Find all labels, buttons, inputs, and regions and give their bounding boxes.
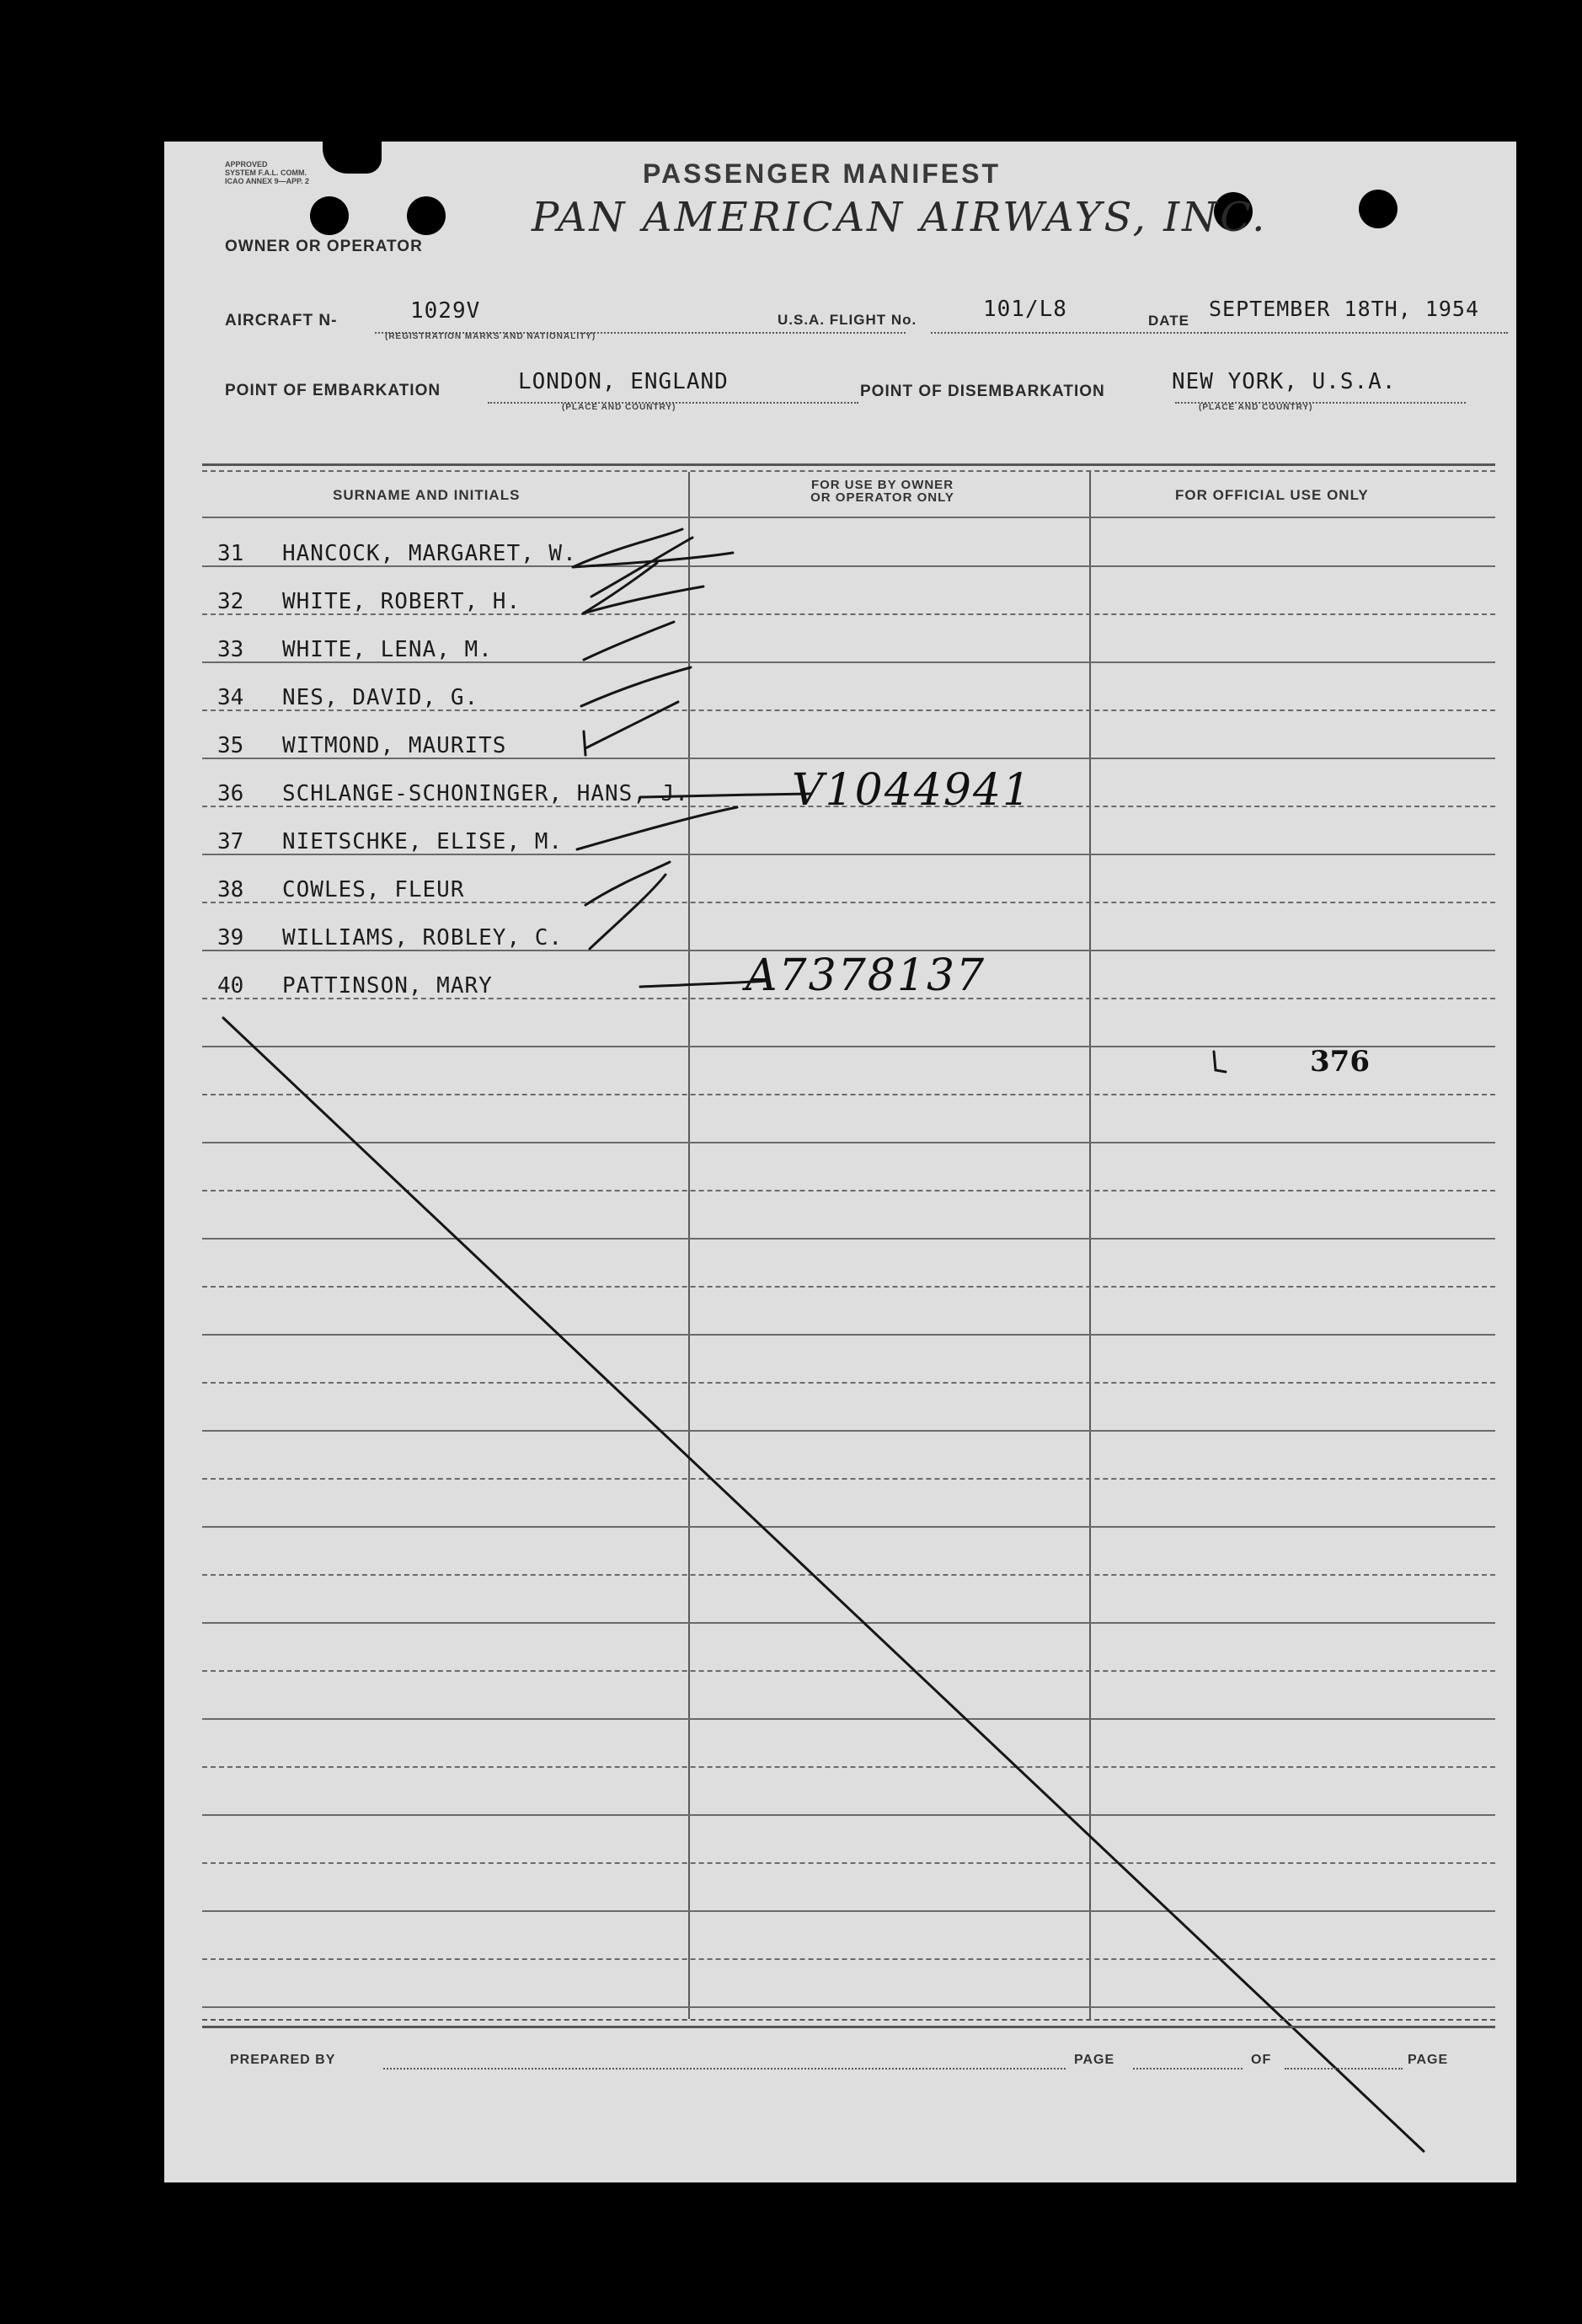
row-name: WILLIAMS, ROBLEY, C.	[282, 925, 564, 950]
approval-line-2: SYSTEM F.A.L. COMM.	[225, 169, 307, 177]
flight-label: U.S.A. FLIGHT No.	[778, 312, 917, 328]
embark-caption: (PLACE AND COUNTRY)	[562, 403, 676, 412]
footer-underline	[1285, 2068, 1403, 2070]
form-title: PASSENGER MANIFEST	[643, 158, 1001, 189]
row-name: WITMOND, MAURITS	[282, 733, 507, 758]
header-owner-line-1: FOR USE BY OWNER	[810, 478, 954, 492]
table-bottom-rule	[202, 2019, 1495, 2021]
row-name: WHITE, LENA, M.	[282, 637, 493, 662]
pages-label: PAGE	[1408, 2053, 1449, 2067]
embark-value: LONDON, ENGLAND	[518, 369, 729, 394]
check-mark	[583, 563, 703, 613]
row-name: NES, DAVID, G.	[282, 685, 479, 710]
aircraft-caption: (REGISTRATION MARKS AND NATIONALITY)	[385, 332, 596, 341]
disembark-caption: (PLACE AND COUNTRY)	[1199, 403, 1313, 412]
check-mark	[584, 731, 585, 755]
header-surname: SURNAME AND INITIALS	[333, 487, 521, 503]
diagonal-strike	[223, 1018, 1424, 2151]
row-name: COWLES, FLEUR	[282, 877, 465, 902]
stamp-number: 376	[1310, 1045, 1370, 1079]
prepared-by-label: PREPARED BY	[230, 2053, 336, 2067]
embark-label: POINT OF EMBARKATION	[225, 382, 441, 399]
row-name: WHITE, ROBERT, H.	[282, 589, 521, 614]
flight-value: 101/L8	[983, 297, 1067, 322]
row-name: NIETSCHKE, ELISE, M.	[282, 829, 564, 854]
page-label: PAGE	[1074, 2053, 1115, 2067]
pen-marks	[164, 142, 1516, 2182]
table-bottom-rule-2	[202, 2026, 1495, 2028]
row-number: 33	[217, 637, 244, 662]
row-name: SCHLANGE-SCHONINGER, HANS, J.	[282, 781, 689, 806]
handwritten-number: V1044941	[792, 765, 1033, 816]
of-label: OF	[1251, 2053, 1272, 2067]
row-number: 35	[217, 733, 244, 758]
strike-through	[640, 794, 811, 797]
owner-label: OWNER OR OPERATOR	[225, 238, 423, 255]
row-number: 31	[217, 541, 244, 566]
header-official: FOR OFFICIAL USE ONLY	[1175, 487, 1369, 503]
approval-line-1: APPROVED	[225, 160, 268, 169]
stamp-tick	[1214, 1052, 1226, 1072]
aircraft-value: 1029V	[410, 298, 481, 324]
row-name: PATTINSON, MARY	[282, 973, 493, 999]
row-number: 32	[217, 589, 244, 614]
date-value: SEPTEMBER 18TH, 1954	[1209, 297, 1480, 321]
date-label: DATE	[1148, 313, 1190, 329]
row-number: 34	[217, 685, 244, 710]
footer-underline	[1133, 2068, 1243, 2070]
operator-name: PAN AMERICAN AIRWAYS, INC.	[532, 194, 1268, 241]
footer-underline	[383, 2068, 1066, 2070]
check-mark	[577, 807, 737, 849]
row-name: HANCOCK, MARGARET, W.	[282, 541, 577, 566]
disembark-value: NEW YORK, U.S.A.	[1172, 369, 1397, 394]
check-mark	[590, 875, 665, 949]
row-number: 36	[217, 781, 244, 806]
header-owner-line-2: OR OPERATOR ONLY	[810, 490, 954, 505]
approval-line-3: ICAO ANNEX 9—APP. 2	[225, 177, 310, 185]
aircraft-label: AIRCRAFT N-	[225, 312, 338, 329]
row-number: 38	[217, 877, 244, 902]
row-number: 40	[217, 973, 244, 999]
manifest-sheet	[164, 142, 1516, 2182]
row-number: 37	[217, 829, 244, 854]
check-mark	[573, 529, 733, 597]
handwritten-number: A7378137	[746, 950, 986, 1001]
check-mark	[584, 622, 674, 660]
check-mark	[585, 702, 678, 748]
disembark-label: POINT OF DISEMBARKATION	[860, 383, 1105, 400]
row-number: 39	[217, 925, 244, 950]
check-mark	[581, 667, 691, 706]
